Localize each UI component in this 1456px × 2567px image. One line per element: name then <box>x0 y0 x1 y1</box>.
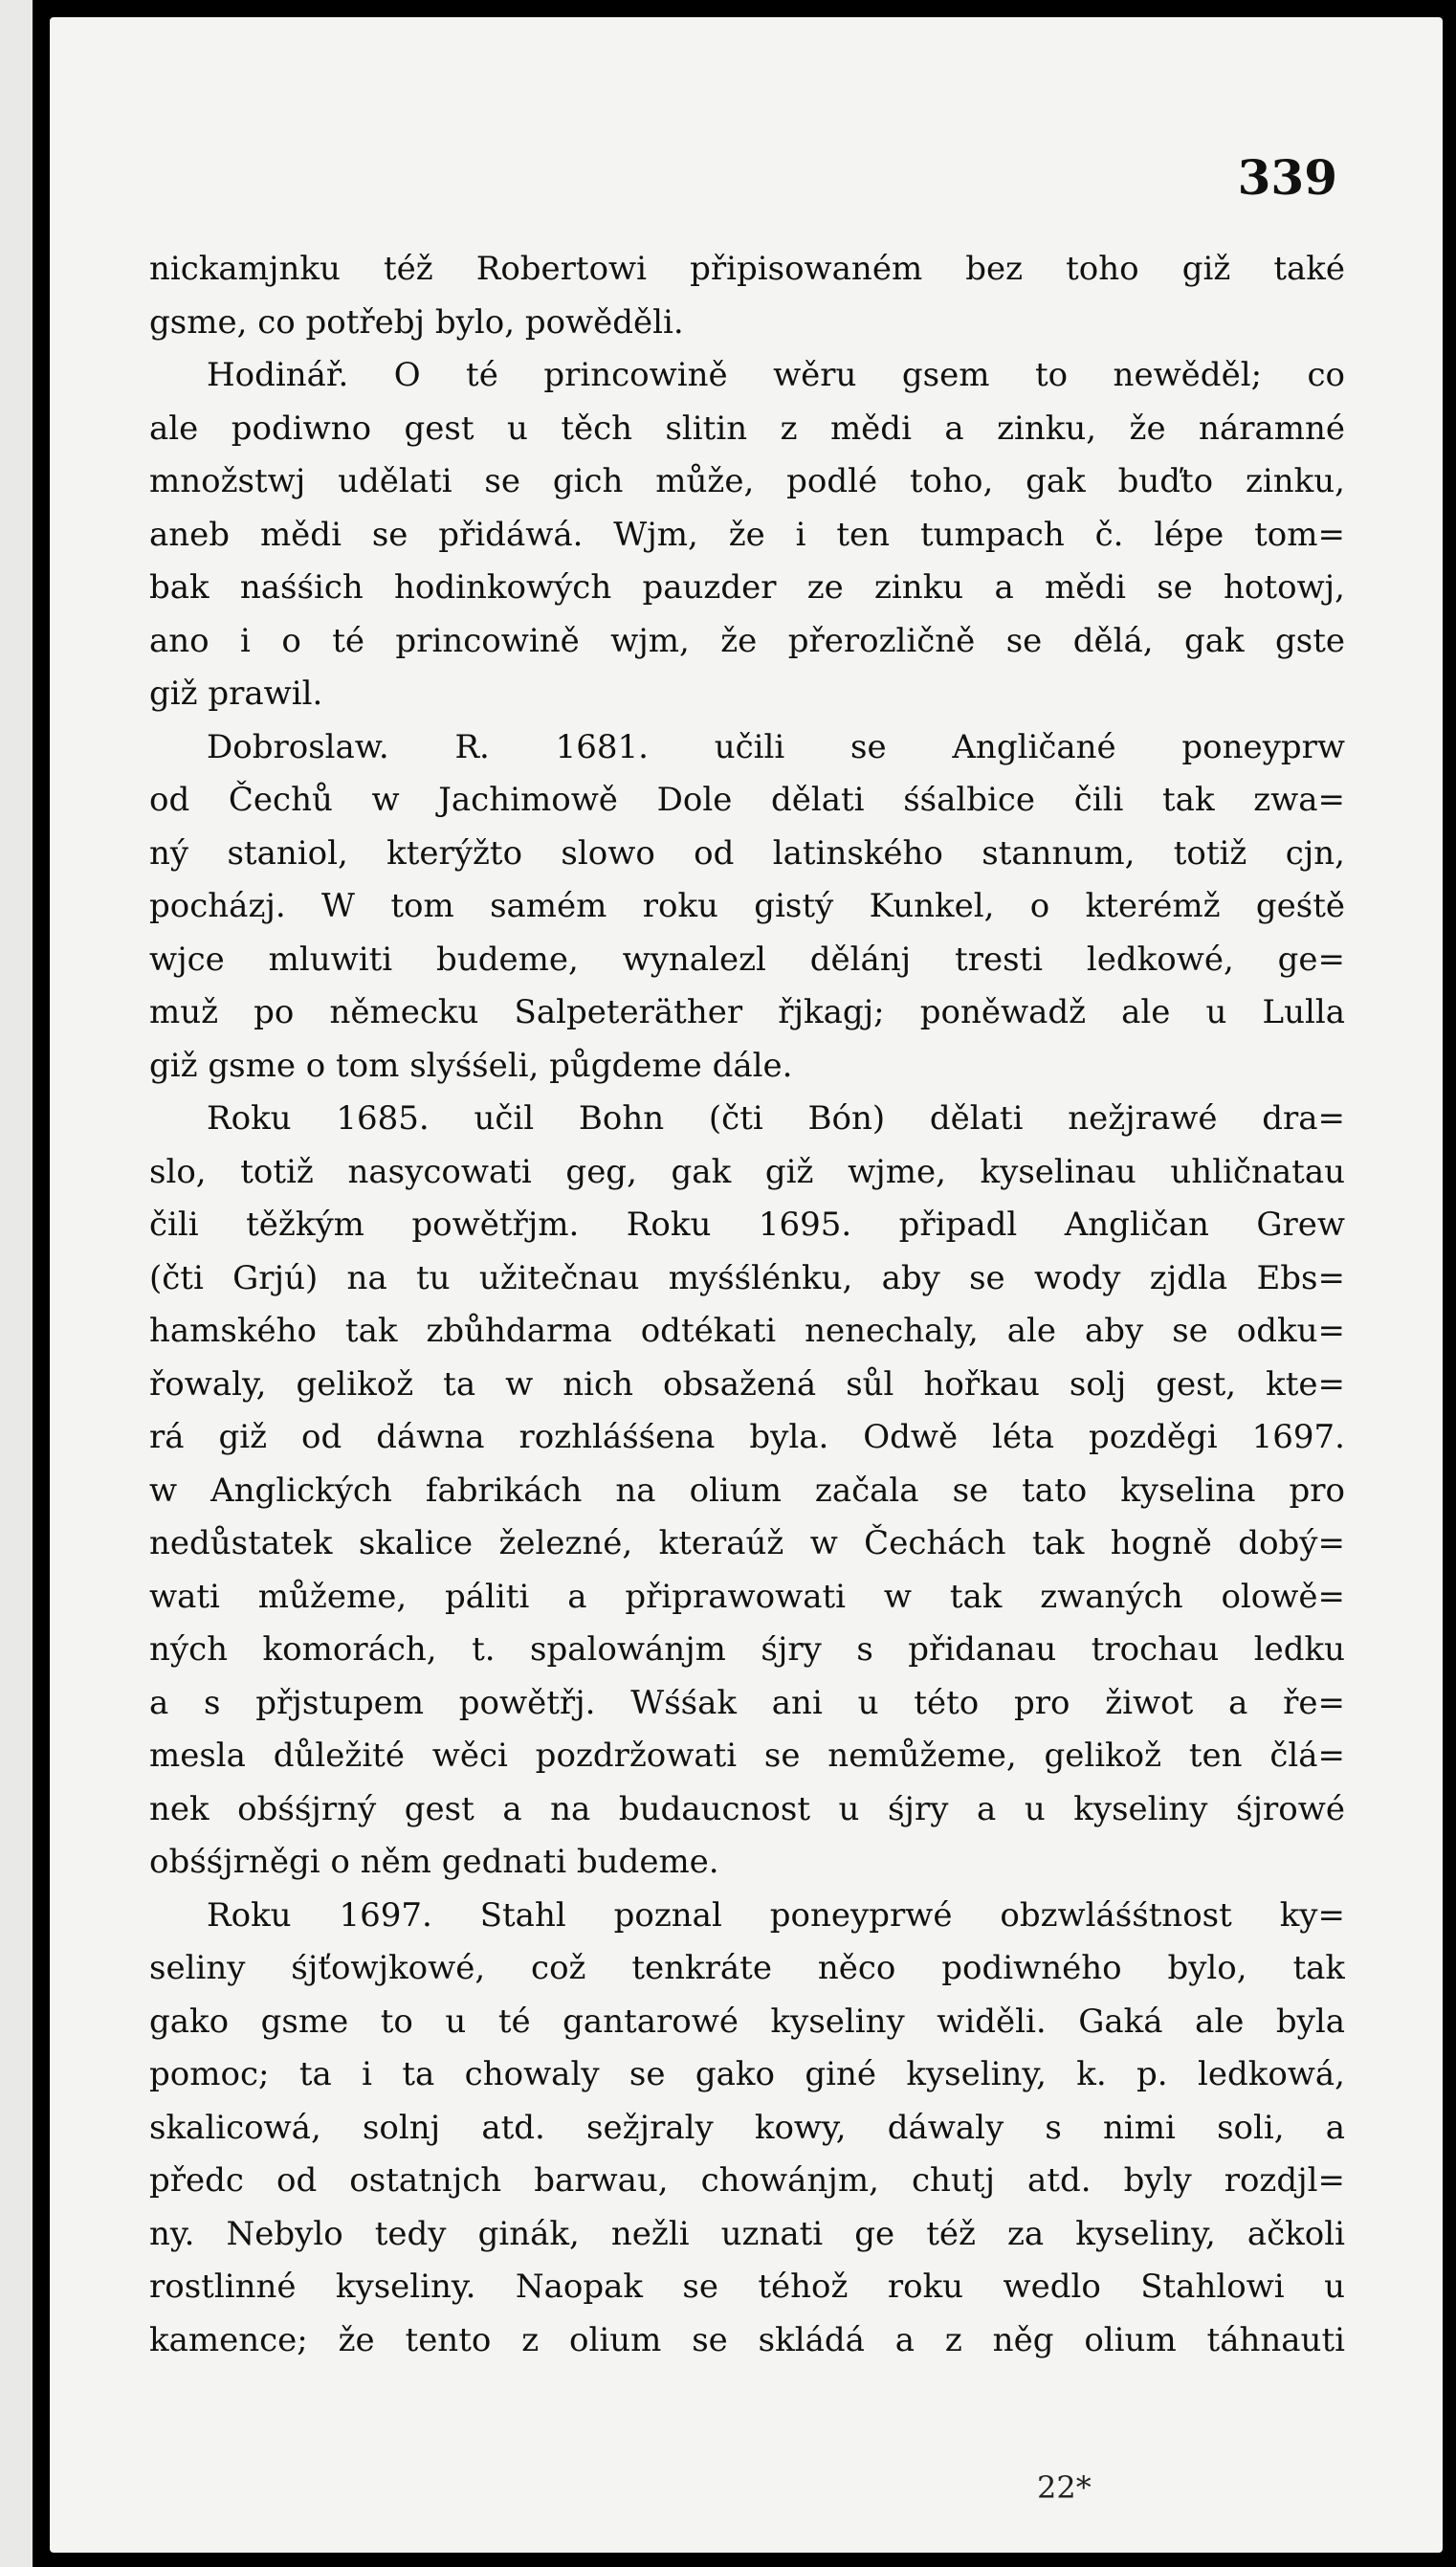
text-line: aneb mědi se přidáwá. Wjm, že i ten tumpach č. lépe tom= <box>149 515 1345 554</box>
text-line: skalicowá, solnj atd. sežjraly kowy, dáwaly s nimi soli, a <box>149 2108 1345 2147</box>
text-line: wjce mluwiti budeme, wynalezl dělánj tresti ledkowé, ge= <box>149 940 1345 979</box>
text-line: ný staniol, kterýžto slowo od latinského stannum, totiž cjn, <box>149 833 1345 873</box>
text-line: rostlinné kyseliny. Naopak se téhož roku wedlo Stahlowi u <box>149 2268 1345 2306</box>
text-line: gako gsme to u té gantarowé kyseliny widěli. Gaká ale byla <box>149 2002 1345 2041</box>
text-line: w Anglických fabrikách na olium začala se tato kyselina pro <box>149 1471 1345 1510</box>
text-line: pocházj. W tom samém roku gistý Kunkel, o kterémž geśtě <box>149 887 1345 925</box>
text-line: ny. Nebylo tedy ginák, nežli uznati ge též za kyseliny, ačkoli <box>149 2214 1345 2253</box>
text-line: ano i o té princowině wjm, že přerozličně se dělá, gak gste <box>149 621 1345 660</box>
text-line: obśśjrněgi o něm gednati budeme. <box>149 1843 719 1881</box>
text-line: bak naśśich hodinkowých pauzder ze zinku a mědi se hotowj, <box>149 568 1345 607</box>
text-line: muž po německu Salpeteräther řjkagj; poněwadž ale u Lulla <box>149 993 1345 1031</box>
text-line: pomoc; ta i ta chowaly se gako giné kyseliny, k. p. ledkowá, <box>149 2055 1345 2093</box>
body-text <box>149 243 1345 2367</box>
adjacent-page-edge <box>0 0 33 2567</box>
text-line: kamence; že tento z olium se skládá a z něg olium táhnauti <box>149 2320 1345 2359</box>
text-line: a s přjstupem powětřj. Wśśak ani u této pro žiwot a ře= <box>149 1683 1345 1722</box>
text-line: giž prawil. <box>149 675 323 713</box>
text-line: Roku 1697. Stahl poznal poneyprwé obzwláśśtnost ky= <box>207 1895 1345 1935</box>
text-line: giž gsme o tom slyśśeli, půgdeme dále. <box>149 1046 793 1085</box>
text-line: slo, totiž nasycowati geg, gak giž wjme, kyselinau uhličnatau <box>149 1152 1345 1191</box>
book-page <box>50 17 1443 2553</box>
text-line: ale podiwno gest u těch slitin z mědi a zinku, že náramné <box>149 409 1345 448</box>
text-line: ných komorách, t. spalowánjm śjry s přidanau trochau ledku <box>149 1630 1345 1669</box>
text-line: Hodinář. O té princowině wěru gsem to newěděl; co <box>207 356 1345 394</box>
text-line: Dobroslaw. R. 1681. učili se Angličané poneyprw <box>207 727 1345 766</box>
text-line: od Čechů w Jachimowě Dole dělati śśalbice čili tak zwa= <box>149 781 1345 819</box>
text-line: rá giž od dáwna rozhláśśena byla. Odwě léta pozděgi 1697. <box>149 1418 1345 1456</box>
text-line: nedůstatek skalice železné, kteraúž w Čechách tak hogně dobý= <box>149 1524 1345 1562</box>
text-line: mesla důležité wěci pozdržowati se nemůžeme, gelikož ten člá= <box>149 1737 1345 1775</box>
text-line: Roku 1685. učil Bohn (čti Bón) dělati nežjrawé dra= <box>207 1099 1345 1138</box>
text-line: předc od ostatnjch barwau, chowánjm, chutj atd. byly rozdjl= <box>149 2161 1345 2200</box>
text-line: řowaly, gelikož ta w nich obsažená sůl hořkau solj gest, kte= <box>149 1364 1345 1404</box>
text-line: nickamjnku též Robertowi připisowaném bez toho giž také <box>149 250 1345 288</box>
text-line: čili těžkým powětřjm. Roku 1695. připadl Angličan Grew <box>149 1206 1345 1244</box>
page-number: 339 <box>1237 149 1337 206</box>
text-line: nek obśśjrný gest a na budaucnost u śjry a u kyseliny śjrowé <box>149 1789 1345 1828</box>
text-line: (čti Grjú) na tu užitečnau myśślénku, aby se wody zjdla Ebs= <box>149 1258 1345 1297</box>
text-line: gsme, co potřebj bylo, powěděli. <box>149 302 684 342</box>
text-line: množstwj udělati se gich může, podlé toho, gak buďto zinku, <box>149 462 1345 500</box>
signature-mark: 22* <box>1037 2469 1092 2506</box>
text-line: hamského tak zbůhdarma odtékati nenechaly, ale aby se odku= <box>149 1312 1345 1350</box>
text-line: seliny śjťowjkowé, což tenkráte něco podiwného bylo, tak <box>149 1949 1345 1987</box>
text-line: wati můžeme, páliti a připrawowati w tak zwaných olowě= <box>149 1577 1345 1616</box>
